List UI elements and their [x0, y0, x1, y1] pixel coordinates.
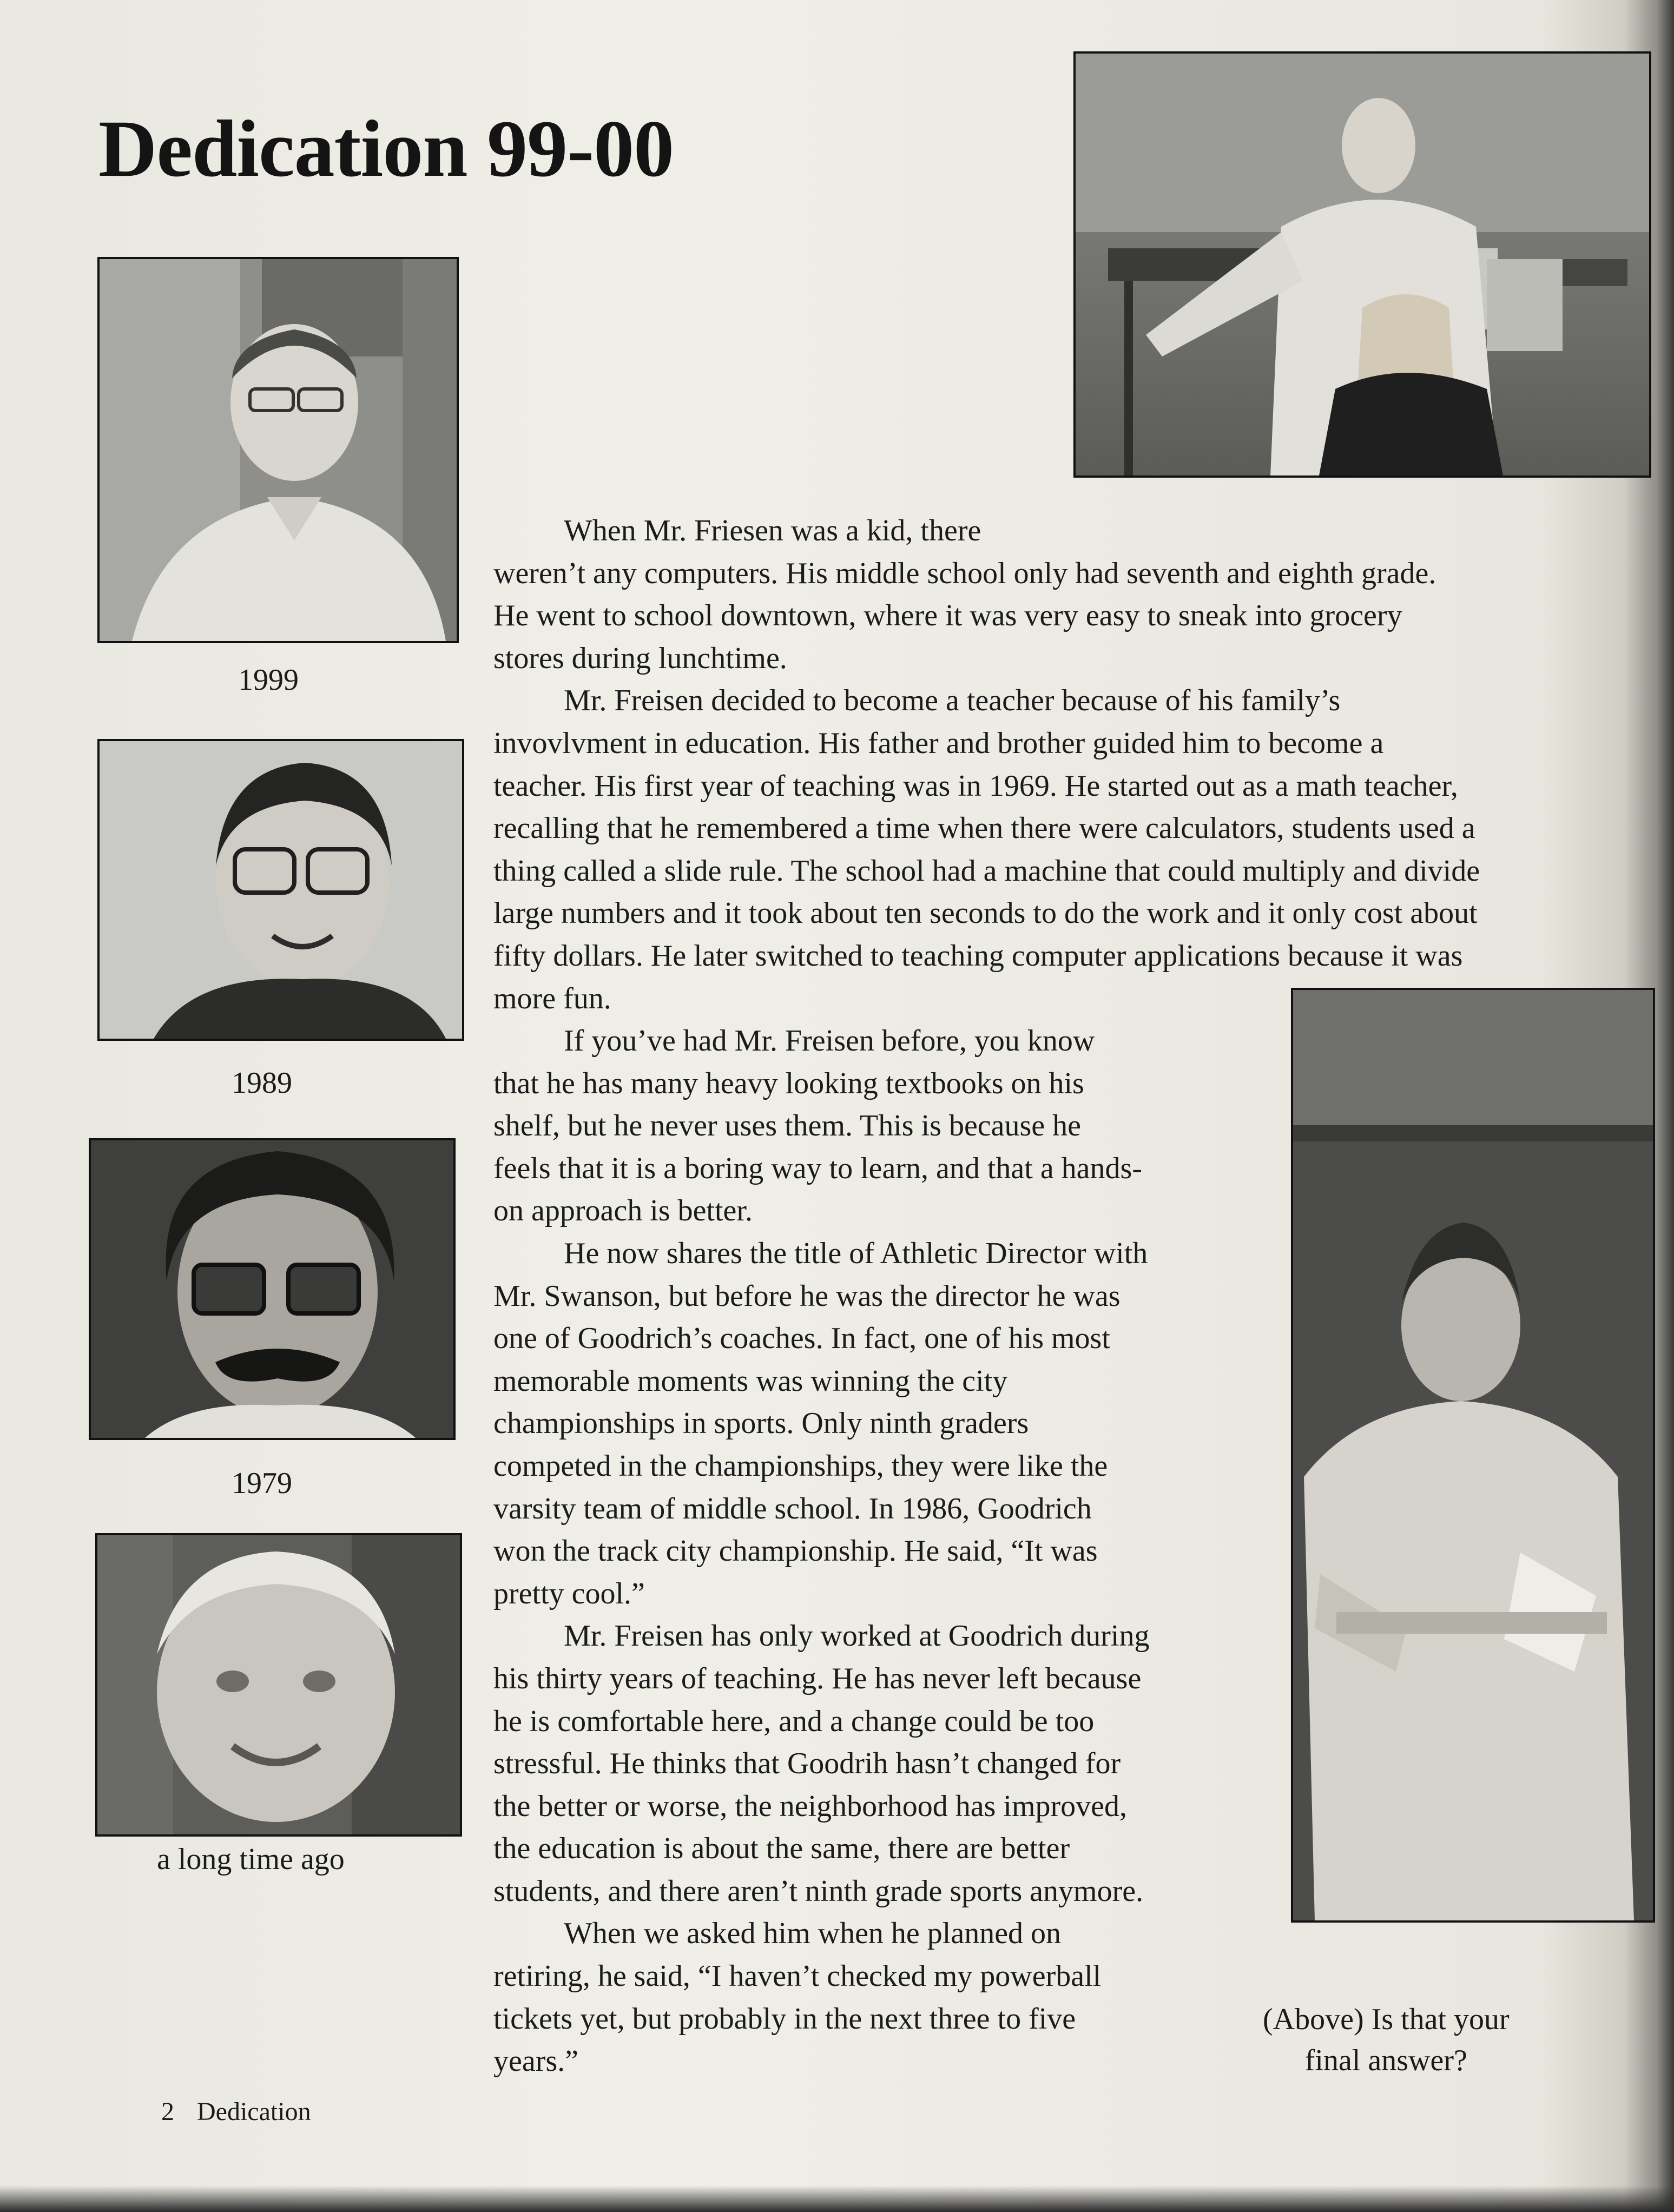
article-line: Mr. Swanson, but before he was the director he was: [493, 1279, 1121, 1313]
article-line: memorable moments was winning the city: [493, 1364, 1008, 1398]
caption-standing: [1263, 1999, 1510, 2081]
article-line: Mr. Freisen decided to become a teacher because of his family’s: [564, 684, 1341, 718]
article-line: large numbers and it took about ten seconds to do the work and it only cost about: [493, 896, 1478, 930]
portrait-1999-photo: [97, 257, 459, 643]
article-block-1: [493, 510, 1480, 1020]
article-line: years.”: [493, 2044, 579, 2078]
article-line: the better or worse, the neighborhood has improved,: [493, 1789, 1128, 1823]
page-number: 2: [161, 2097, 174, 2126]
article-line: one of Goodrich’s coaches. In fact, one of his most: [493, 1322, 1110, 1356]
article-line: that he has many heavy looking textbooks on his: [493, 1066, 1084, 1100]
article-line: championships in sports. Only ninth graders: [493, 1407, 1029, 1441]
caption-standing-line-2: final answer?: [1304, 2044, 1467, 2077]
caption-standing-line-1: (Above) Is that your: [1263, 2003, 1510, 2036]
article-line: shelf, but he never uses them. This is because he: [493, 1109, 1082, 1143]
caption-baby: a long time ago: [157, 1843, 345, 1876]
article-line: recalling that he remembered a time when there were calculators, students used a: [493, 811, 1475, 846]
article-line: fifty dollars. He later switched to teaching computer applications because it was: [493, 939, 1463, 973]
article-line: He now shares the title of Athletic Director with: [564, 1236, 1148, 1270]
article-line: competed in the championships, they were like the: [493, 1449, 1108, 1483]
article-line: more fun.: [493, 981, 611, 1015]
caption-1999: 1999: [238, 663, 299, 697]
article-line: teacher. His first year of teaching was in 1969. He started out as a math teacher,: [493, 769, 1458, 803]
article-line: stressful. He thinks that Goodrih hasn’t changed for: [493, 1747, 1121, 1781]
article-line: thing called a slide rule. The school had a machine that could multiply and divide: [493, 854, 1480, 888]
section-name: Dedication: [197, 2097, 311, 2126]
caption-1989: 1989: [232, 1066, 292, 1100]
article-line: When Mr. Friesen was a kid, there: [564, 514, 981, 547]
article-line: tickets yet, but probably in the next three to five: [493, 2002, 1076, 2036]
article-line: students, and there aren’t ninth grade sports anymore.: [493, 1874, 1144, 1908]
standing-teacher-photo: [1291, 988, 1655, 1923]
article-line: he is comfortable here, and a change could be too: [493, 1704, 1095, 1738]
page-folio: [161, 2097, 334, 2127]
article-line: invovlvment in education. His father and brother guided him to become a: [493, 726, 1384, 760]
scan-edge-shadow: [0, 2185, 1674, 2212]
caption-1979: 1979: [232, 1467, 292, 1500]
portrait-1979-photo: [89, 1138, 456, 1440]
article-line: won the track city championship. He said, “It was: [493, 1534, 1098, 1568]
article-line: Mr. Freisen has only worked at Goodrich during: [564, 1619, 1150, 1653]
article-line: varsity team of middle school. In 1986, Goodrich: [493, 1491, 1092, 1526]
baby-photo: [95, 1533, 462, 1837]
article-line: If you’ve had Mr. Freisen before, you know: [564, 1024, 1095, 1058]
article-line: feels that it is a boring way to learn, and that a hands-: [493, 1151, 1142, 1185]
teacher-with-student-photo: [1073, 51, 1651, 478]
portrait-1989-photo: [97, 739, 464, 1041]
article-line: pretty cool.”: [493, 1576, 645, 1610]
article-line: stores during lunchtime.: [493, 641, 787, 675]
article-line: on approach is better.: [493, 1194, 753, 1228]
article-line: his thirty years of teaching. He has never left because: [493, 1661, 1142, 1695]
article-line: the education is about the same, there are better: [493, 1832, 1070, 1866]
article-line: weren’t any computers. His middle school only had seventh and eighth grade.: [493, 556, 1436, 590]
article-block-2: [493, 1020, 1149, 2083]
article-line: He went to school downtown, where it was very easy to sneak into grocery: [493, 599, 1402, 633]
page-title: Dedication 99-00: [98, 104, 674, 194]
article-line: When we asked him when he planned on: [564, 1917, 1062, 1951]
article-line: retiring, he said, “I haven’t checked my powerball: [493, 1959, 1102, 1993]
